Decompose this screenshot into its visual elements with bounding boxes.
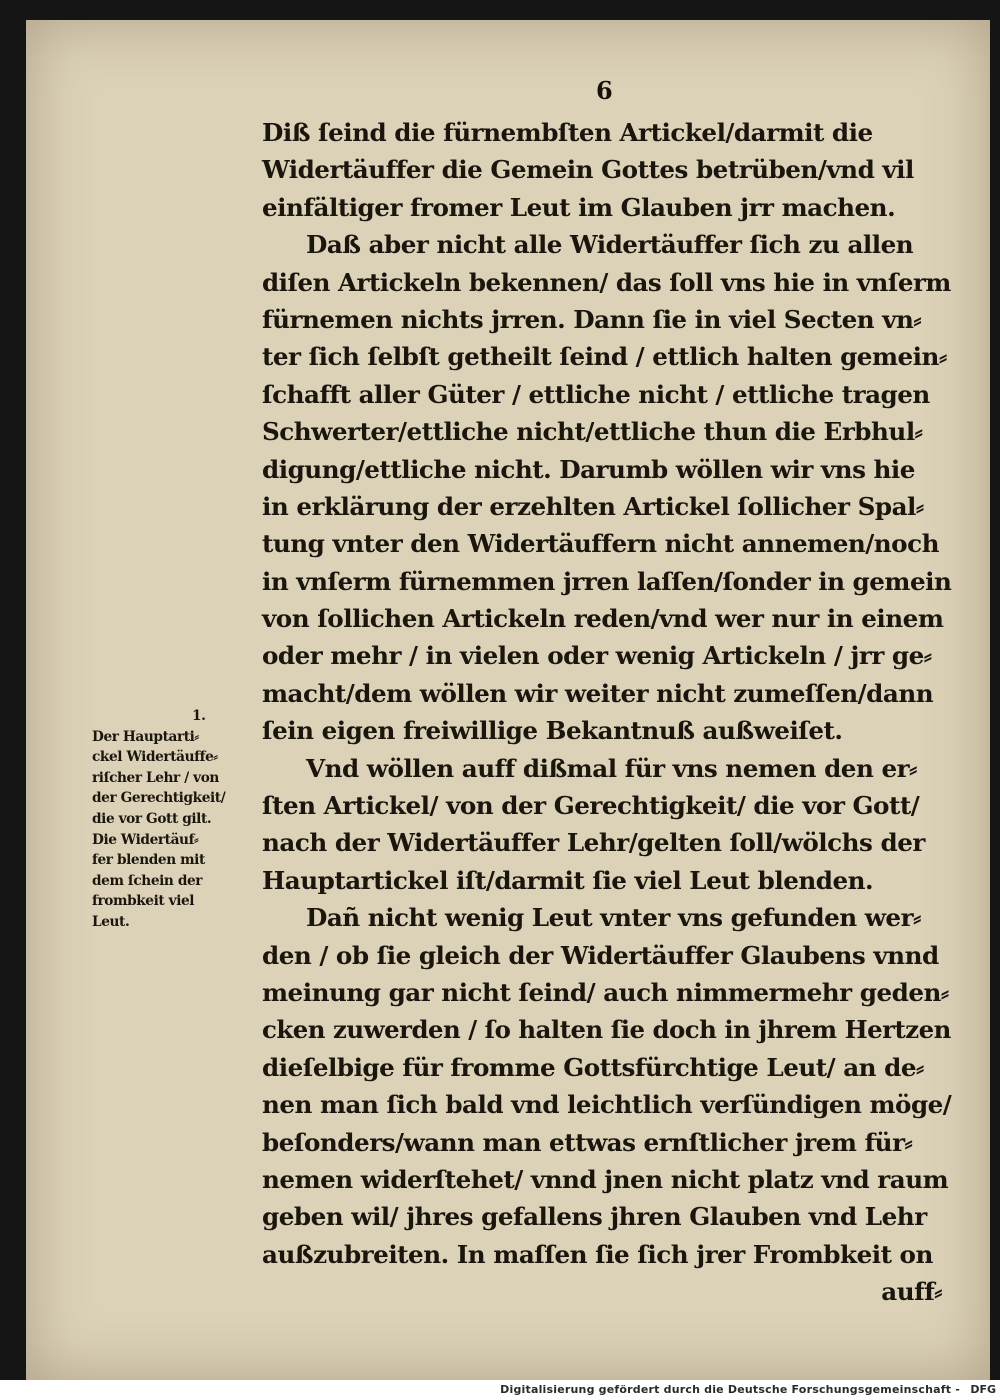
marginal-note — [92, 706, 268, 933]
text-line: Widertäuffer die Gemein Gottes betrüben/vnd vil — [262, 155, 914, 185]
text-line: cken zuwerden / ſo halten ſie doch in jhrem Hertzen — [262, 1015, 951, 1045]
marginal-note-line: fer blenden mit — [92, 852, 205, 869]
text-line: von ſollichen Artickeln reden/vnd wer nur in einem — [262, 604, 944, 634]
text-line: einfältiger fromer Leut im Glauben jrr machen. — [262, 192, 896, 222]
text-line: nemen widerſtehet/ vnnd jnen nicht platz vnd raum — [262, 1164, 949, 1194]
text-line: ſchafft aller Güter / ettliche nicht / ettliche tragen — [262, 379, 930, 409]
text-line: in erklärung der erzehlten Artickel ſollicher Spal⸗ — [262, 491, 924, 521]
text-line: tung vnter den Widertäuffern nicht annemen/noch — [262, 529, 939, 559]
marginal-note-line: Der Hauptarti⸗ — [92, 728, 199, 745]
page-number: 6 — [596, 76, 613, 105]
text-line: fürnemen nichts jrren. Dann ſie in viel Secten vn⸗ — [262, 304, 922, 334]
text-line: beſonders/wann man ettwas ernſtlicher jrem für⸗ — [262, 1127, 913, 1157]
text-line: Dañ nicht wenig Leut vnter vns gefunden wer⸗ — [306, 903, 921, 933]
text-line: dieſelbige für fromme Gottsfürchtige Leut/ an de⸗ — [262, 1052, 924, 1082]
dfg-logo: DFG — [970, 1383, 996, 1396]
marginal-note-line: die vor Gott gilt. — [92, 810, 212, 827]
text-line: oder mehr / in vielen oder wenig Artickeln / jrr ge⸗ — [262, 641, 932, 671]
marginal-note-line: dem ſchein der — [92, 872, 203, 889]
marginal-note-line: Leut. — [92, 913, 130, 930]
text-line: Vnd wöllen auff dißmal für vns nemen den er⸗ — [306, 753, 917, 783]
main-text-block — [262, 114, 962, 1311]
text-line: ſein eigen freiwillige Bekantnuß außweiſet. — [262, 716, 843, 746]
text-line: digung/ettliche nicht. Darumb wöllen wir vns hie — [262, 454, 915, 484]
footer-bar — [0, 1380, 1000, 1400]
text-line: Schwerter/ettliche nicht/ettliche thun die Erbhul⸗ — [262, 417, 923, 447]
marginal-note-number: 1. — [192, 708, 206, 724]
text-line: macht/dem wöllen wir weiter nicht zumeſſen/dann — [262, 678, 934, 708]
marginal-note-line: frombkeit viel — [92, 893, 195, 910]
text-line: auff⸗ — [881, 1277, 942, 1307]
marginal-note-line: ckel Widertäuffe⸗ — [92, 749, 218, 766]
text-line: meinung gar nicht ſeind/ auch nimmermehr geden⸗ — [262, 977, 949, 1007]
text-line: in vnſerm fürnemmen jrren laſſen/ſonder in gemein — [262, 566, 952, 596]
text-line: Hauptartickel iſt/darmit ſie viel Leut blenden. — [262, 865, 874, 895]
marginal-note-line: riſcher Lehr / von — [92, 769, 219, 786]
text-line: nach der Widertäuffer Lehr/gelten ſoll/wölchs der — [262, 828, 925, 858]
text-line: ter ſich ſelbſt getheilt ſeind / ettlich halten gemein⸗ — [262, 342, 947, 372]
text-line: ſten Artickel/ von der Gerechtigkeit/ die vor Gott/ — [262, 791, 920, 821]
marginal-note-line: Die Widertäuf⸗ — [92, 831, 199, 848]
text-line: Diß ſeind die fürnembſten Artickel/darmit die — [262, 118, 873, 147]
marginal-note-line: der Gerechtigkeit/ — [92, 790, 226, 807]
text-line: nen man ſich bald vnd leichtlich verſündigen möge/ — [262, 1090, 952, 1120]
text-line: geben wil/ jhres gefallens jhren Glauben vnd Lehr — [262, 1202, 927, 1232]
text-line: außzubreiten. In maſſen ſie ſich jrer Frombkeit on — [262, 1239, 933, 1269]
text-line: Daß aber nicht alle Widertäuffer ſich zu allen — [306, 230, 914, 260]
text-line: den / ob ſie gleich der Widertäuffer Glaubens vnnd — [262, 940, 939, 970]
text-line: diſen Artickeln bekennen/ das ſoll vns hie in vnſerm — [262, 267, 951, 297]
funding-notice: Digitalisierung gefördert durch die Deutsche Forschungsgemeinschaft - — [500, 1383, 960, 1396]
